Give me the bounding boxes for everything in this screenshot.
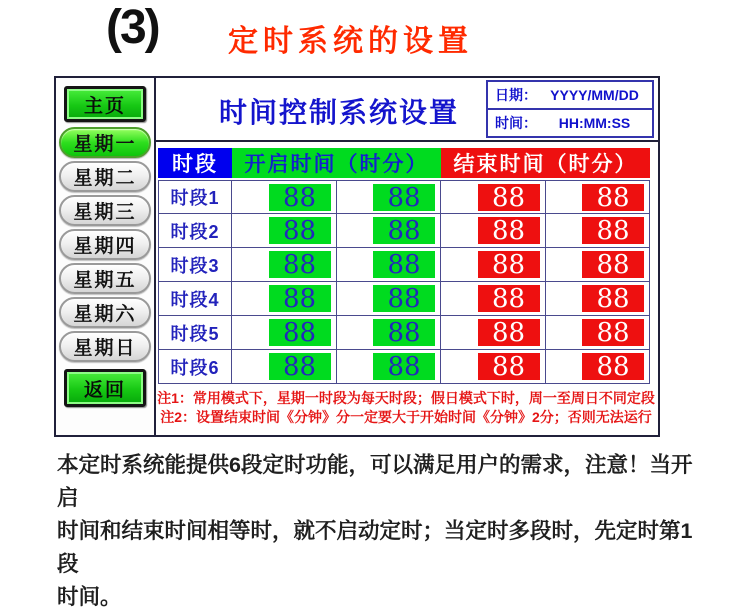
period-label: 时段4 [159, 282, 232, 315]
end-hour-input[interactable]: 88 [478, 217, 540, 244]
end-hour-cell [441, 214, 546, 247]
time-row [488, 110, 652, 136]
day-button-sunday[interactable]: 星期日 [59, 331, 151, 362]
start-hour-cell [232, 214, 337, 247]
start-minute-input[interactable]: 88 [373, 353, 435, 380]
table-row [158, 282, 650, 316]
content-header [156, 78, 658, 142]
day-button-friday[interactable]: 星期五 [59, 263, 151, 294]
end-minute-cell [546, 181, 650, 213]
day-button-saturday[interactable]: 星期六 [59, 297, 151, 328]
start-minute-cell [337, 350, 442, 383]
start-minute-cell [337, 282, 442, 315]
end-hour-input[interactable]: 88 [478, 353, 540, 380]
start-hour-cell [232, 248, 337, 281]
period-label: 时段3 [159, 248, 232, 281]
start-hour-input[interactable]: 88 [269, 251, 331, 278]
footer-line-3: 时间。 [57, 585, 122, 609]
end-minute-input[interactable]: 88 [582, 184, 644, 211]
start-hour-input[interactable]: 88 [269, 217, 331, 244]
column-header-start-time: 开启时间（时分） [232, 148, 441, 178]
table-header [158, 148, 650, 178]
start-hour-input[interactable]: 88 [269, 285, 331, 312]
date-value: YYYY/MM/DD [550, 87, 639, 103]
start-minute-cell [337, 248, 442, 281]
date-row [488, 82, 652, 110]
start-minute-input[interactable]: 88 [373, 217, 435, 244]
content-area [156, 78, 658, 435]
footer-description [57, 449, 705, 614]
end-minute-input[interactable]: 88 [582, 217, 644, 244]
footer-line-2: 时间和结束时间相等时，就不启动定时；当定时多段时，先定时第1段 [57, 519, 693, 576]
start-hour-input[interactable]: 88 [269, 184, 331, 211]
end-hour-cell [441, 350, 546, 383]
period-label: 时段5 [159, 316, 232, 349]
sidebar [56, 78, 156, 435]
end-hour-input[interactable]: 88 [478, 319, 540, 346]
table-row [158, 350, 650, 384]
end-hour-cell [441, 248, 546, 281]
end-minute-input[interactable]: 88 [582, 353, 644, 380]
end-hour-input[interactable]: 88 [478, 285, 540, 312]
notes [156, 389, 656, 427]
page-number: (3) [106, 1, 159, 54]
hmi-panel [54, 76, 660, 437]
end-minute-input[interactable]: 88 [582, 251, 644, 278]
end-minute-cell [546, 214, 650, 247]
period-label: 时段2 [159, 214, 232, 247]
column-header-period: 时段 [158, 148, 232, 178]
schedule-table [158, 148, 650, 384]
start-hour-input[interactable]: 88 [269, 319, 331, 346]
end-minute-cell [546, 316, 650, 349]
day-button-monday[interactable]: 星期一 [59, 127, 151, 158]
start-hour-cell [232, 316, 337, 349]
note-2: 注2：设置结束时间《分钟》分一定要大于开始时间《分钟》2分；否则无法运行 [160, 409, 652, 425]
start-minute-input[interactable]: 88 [373, 319, 435, 346]
column-header-end-time: 结束时间（时分） [441, 148, 650, 178]
period-label: 时段1 [159, 181, 232, 213]
table-row [158, 214, 650, 248]
end-minute-cell [546, 248, 650, 281]
panel-title: 时间控制系统设置 [218, 97, 459, 128]
datetime-box [486, 80, 654, 138]
time-label: 时间： [495, 115, 537, 131]
table-row [158, 248, 650, 282]
end-minute-cell [546, 282, 650, 315]
end-minute-input[interactable]: 88 [582, 319, 644, 346]
start-hour-cell [232, 350, 337, 383]
end-minute-cell [546, 350, 650, 383]
start-minute-cell [337, 214, 442, 247]
start-minute-input[interactable]: 88 [373, 285, 435, 312]
period-label: 时段6 [159, 350, 232, 383]
table-row [158, 180, 650, 214]
time-value: HH:MM:SS [558, 115, 631, 131]
back-button[interactable]: 返回 [64, 369, 146, 407]
page-title: 定时系统的设置 [228, 25, 473, 58]
end-hour-cell [441, 181, 546, 213]
day-button-wednesday[interactable]: 星期三 [59, 195, 151, 226]
day-button-thursday[interactable]: 星期四 [59, 229, 151, 260]
end-hour-cell [441, 282, 546, 315]
start-hour-cell [232, 282, 337, 315]
day-button-tuesday[interactable]: 星期二 [59, 161, 151, 192]
start-minute-input[interactable]: 88 [373, 184, 435, 211]
end-hour-cell [441, 316, 546, 349]
end-hour-input[interactable]: 88 [478, 251, 540, 278]
start-hour-input[interactable]: 88 [269, 353, 331, 380]
start-minute-cell [337, 181, 442, 213]
end-minute-input[interactable]: 88 [582, 285, 644, 312]
start-minute-input[interactable]: 88 [373, 251, 435, 278]
date-label: 日期： [495, 87, 537, 103]
footer-line-1: 本定时系统能提供6段定时功能，可以满足用户的需求，注意！当开启 [57, 453, 693, 510]
start-hour-cell [232, 181, 337, 213]
home-button[interactable]: 主页 [64, 86, 146, 122]
end-hour-input[interactable]: 88 [478, 184, 540, 211]
start-minute-cell [337, 316, 442, 349]
table-row [158, 316, 650, 350]
note-1: 注1：常用模式下，星期一时段为每天时段；假日模式下时，周一至周日不同定段 [157, 390, 655, 406]
